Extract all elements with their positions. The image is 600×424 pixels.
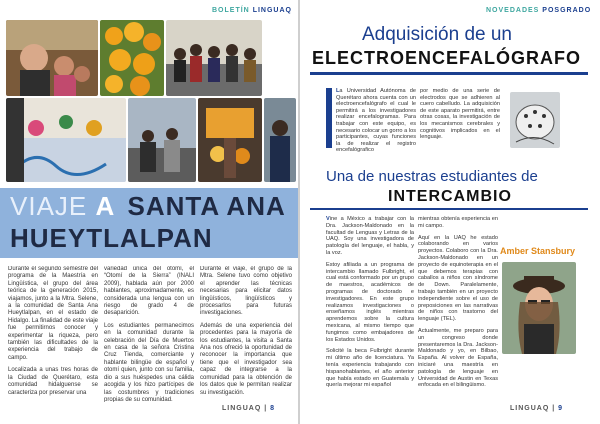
title-word-viaje: VIAJE bbox=[10, 191, 88, 221]
page-number: 9 bbox=[558, 405, 564, 412]
paragraph: variedad única del otomí, el “Otomí de la Sierra” (INALI 2009), hablada aún por 2000 hablantes, aproximadamente, es considerada una lengua con un riesgo de grado 4 de desaparición. bbox=[104, 266, 194, 317]
footer-label: LINGUAQ bbox=[510, 405, 550, 412]
photo-selfie bbox=[6, 20, 98, 96]
photo-altar bbox=[198, 98, 262, 182]
paragraph: ine a México a trabajar con la Dra. Jackson-Maldonado en la facultad de Lenguas y Letras de la UAQ. Soy una investigadora de patología del lenguaje, el habla, y la voz. bbox=[326, 216, 414, 256]
left-column-2 bbox=[104, 266, 194, 402]
drop-cap: L bbox=[336, 88, 340, 94]
header-novedades: NOVEDADES bbox=[486, 7, 540, 14]
footer-separator: | bbox=[552, 405, 556, 412]
eeg-title-line1: Adquisición de un bbox=[362, 24, 512, 45]
article-title-line2: HUEYTLALPAN bbox=[10, 223, 213, 253]
photo-embroidery bbox=[6, 98, 126, 182]
photo-student-portrait bbox=[502, 262, 576, 354]
paragraph: Localizada a unas tres horas de la Ciudad de Querétaro, esta comunidad hidalguense se caracteriza por preservar una bbox=[8, 367, 98, 396]
paragraph: a Universidad Autónoma de Querétaro ahora cuenta con un electroencefalógrafo el cual le permitirá a los investigadores realizar encefalogramas. Para trabajar con este equipo, es necesario colocar un gorro a los participantes, cuyas funciones la de realizar el registro encefalógrafico bbox=[336, 88, 416, 154]
eeg-column-1 bbox=[336, 88, 416, 158]
left-footer bbox=[222, 405, 275, 412]
footer-separator: | bbox=[264, 405, 268, 412]
paragraph: Los estudiantes permanecimos en la comunidad durante la celebración del Día de Muertos en casa de la señora Cristina Cruz Tienda, comerciante y hablante bilingüe de español y otomí quien, junto con su familia, dio a sus huéspedes una cálida acogida y los hizo partícipes de las costumbres y tradiciones propias de su comunidad. bbox=[104, 322, 194, 402]
paragraph: Estoy afiliada a un programa de intercambio llamado Fulbright, el cual está conformado por un grupo de maestros, académicos de programas de doctorado e investigadores. En este grupo realizamos investigaciones o enseñamos inglés mientras aprendemos sobre la cultura mexicana, al mismo tiempo que fungimos como embajadores de los Estados Unidos. bbox=[326, 261, 414, 343]
student-name: Amber Stansbury bbox=[500, 246, 576, 256]
left-running-header bbox=[212, 7, 292, 14]
paragraph: por medio de una serie de electrodos que se adhieren al cuero cabelludo. La adquisición de este aparato permitirá, entre otras cosas, la investigación de los mecanismos cerebrales y cognitivos implicados en el lenguaje. bbox=[420, 88, 500, 141]
header-linguaq: LINGUAQ bbox=[252, 7, 292, 14]
left-column-3 bbox=[200, 266, 292, 402]
paragraph: Además de una experiencia del procedentes para la mayoría de los estudiantes, la visita a Santa Ana nos ofreció la oportunidad de reconocer la importancia que tiene que el investigador sea capaz de integrarse a la comunidad para la obtención de los datos que le permitan realizar su investigación. bbox=[200, 322, 292, 396]
eeg-column-2 bbox=[420, 88, 500, 158]
paragraph: Durante el viaje, el grupo de la Mtra. Selene tuvo como objetivo el aprender las técnicas necesarias para elicitar datos lingüísticos, lingüísticos y procesarlos para futuras investigaciones. bbox=[200, 266, 292, 317]
drop-cap: V bbox=[326, 216, 330, 222]
exchange-title-line1: Una de nuestras estudiantes de bbox=[326, 168, 538, 185]
title-underline bbox=[310, 208, 588, 210]
title-word-a: A bbox=[95, 191, 116, 221]
article-title-line1 bbox=[10, 192, 286, 220]
title-underline bbox=[310, 72, 588, 75]
paragraph: Durante el segundo semestre del programa de la Maestría en Lingüística, el grupo del área teórica de la generación 2015, viajamos, junto a la Mtra. Selene, a la comunidad de Santa Ana Hueytlalpan, en el estado de Hidalgo. La finalidad de este viaje fue permitirnos conocer y experimentar la riqueza, pero también las dificultades de la experiencia del trabajo de campo. bbox=[8, 266, 98, 361]
header-boletin: BOLETÍN bbox=[212, 7, 250, 14]
title-word-santa-ana: SANTA ANA bbox=[127, 191, 286, 221]
exchange-column-2 bbox=[418, 216, 498, 402]
footer-label: LINGUAQ bbox=[222, 405, 262, 412]
photo-marigolds bbox=[100, 20, 164, 96]
left-column-1 bbox=[8, 266, 98, 402]
exchange-column-1 bbox=[326, 216, 414, 402]
paragraph: mientras obtenía experiencia en mi campo. bbox=[418, 216, 498, 229]
exchange-title-line2: INTERCAMBIO bbox=[388, 188, 512, 205]
right-footer bbox=[510, 405, 563, 412]
photo-group bbox=[166, 20, 262, 96]
left-page bbox=[0, 0, 298, 424]
paragraph: Solicité la beca Fulbright durante mi último año de licenciatura. Ya tenía experiencia trabajando con hispanohablantes, el año anterior que había estado en Guatemala y quería mejorar mi español bbox=[326, 348, 414, 389]
right-running-header bbox=[486, 7, 591, 14]
photo-eeg-cap bbox=[510, 92, 560, 148]
eeg-accent-bar bbox=[326, 88, 332, 148]
eeg-title-line2: ELECTROENCEFALÓGRAFO bbox=[312, 48, 582, 68]
page-number: 8 bbox=[270, 405, 276, 412]
paragraph: Aquí en la UAQ he estado colaborando en varios proyectos. Colaboro con la Dra. Jackson-Maldonado en un proyecto de equinoterapia en el que debemos terapias con caballos a niños con síndrome de Down. Paralelamente, trabajo también en un proyecto independiente sobre el uso de preposiciones en las narrativas de niños con trastorno del lenguaje (TEL). bbox=[418, 234, 498, 323]
header-posgrado: POSGRADO bbox=[542, 7, 592, 14]
photo-procession bbox=[128, 98, 196, 182]
photo-woman bbox=[264, 98, 296, 182]
paragraph: Actualmente, me preparo para un congreso donde presentaremos la Dra. Jackson-Maldonado y yo, en Bilbao, España. Al volver de España, iniciaré una maestría en patología de lenguaje en Universidad de Austin en Texas enfocada en el bilingüismo. bbox=[418, 327, 498, 389]
